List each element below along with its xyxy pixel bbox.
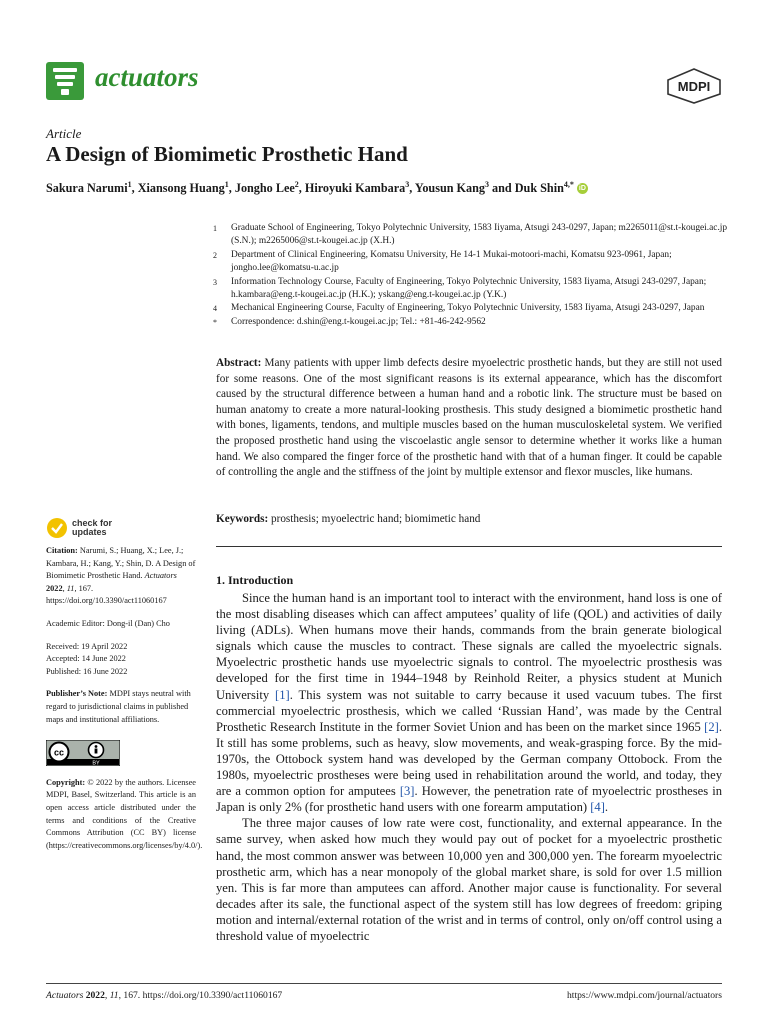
paragraph-text: . This system was not suitable to carry because it used vacuum tubes. The first commercial myoelectric prosthesis, which we called ‘Russian Hand’, was made by the Central Prosthetic Research Institute in the former Soviet Union and has been on the market since 1965: [216, 687, 722, 734]
citation-volume: 11: [66, 583, 75, 593]
affiliations: [213, 222, 733, 329]
author-separator: ,: [409, 181, 415, 196]
citation-text: Narumi, S.; Huang, X.; Lee, J.; Kambara, H.; Kang, Y.; Shin, D. A Design of Biomimetic Prosthetic Hand.: [46, 546, 196, 581]
citation-label: Citation:: [46, 546, 78, 555]
publisher-note: [46, 688, 196, 726]
author-separator: ,: [131, 181, 138, 196]
author-affiliation: 4,*: [563, 180, 574, 189]
publisher-name: MDPI: [677, 79, 711, 94]
affiliation-text: Mechanical Engineering Course, Faculty of Engineering, Tokyo Polytechnic University, 1583 Iiyama, Atsugi 243-0297, Japan: [231, 303, 705, 314]
received-date: Received: 19 April 2022: [46, 641, 128, 651]
article-title: A Design of Biomimetic Prosthetic Hand: [46, 142, 408, 166]
author-name[interactable]: Jongho Lee: [234, 181, 295, 196]
accepted-date: Accepted: 14 June 2022: [46, 654, 126, 664]
copyright-label: Copyright:: [46, 777, 86, 787]
footer-citation: [46, 990, 282, 1001]
author-affiliation: 3: [485, 180, 489, 189]
creative-commons-icon[interactable]: [46, 740, 120, 766]
citation-separator: ,: [62, 583, 67, 593]
footer-year: 2022: [83, 990, 105, 1001]
affiliation-text: Information Technology Course, Faculty of Engineering, Tokyo Polytechnic University, 1583 Iiyama, Atsugi 243-0297, Japan; h.kambara@eng.t-kougei.ac.jp (H.K.); yskang@eng.t-kougei.ac.jp (Y.K.): [231, 276, 707, 301]
abstract: [216, 356, 722, 481]
footer-doi[interactable]: , 167. https://doi.org/10.3390/act11060167: [118, 990, 283, 1001]
section-divider: [216, 546, 722, 547]
copyright: [46, 777, 203, 853]
citation: [46, 545, 196, 608]
author-affiliation: 2: [294, 180, 299, 189]
article-type: Article: [46, 126, 82, 141]
affiliation-item: [213, 222, 733, 249]
abstract-text: Many patients with upper limb defects desire myoelectric prosthetic hands, but they are still not used for some reasons. One of the most significant reasons is its external appearance, which has the discomfort caused by the structural difference between a human hand and a robotic link. The structure must be based on human anatomy to create a more natural-looking prosthesis. This study designed a biomimetic prosthetic hand with bones, ligaments, tendons, and multiple muscles based on the human musculoskeletal system. We verified the proposed prosthetic hand using the viscoelastic angle sensor to determine whether it works like a human hand. We also compared the finger force of the prosthetic hand with that of a human finger. It could be capable of controlling the angle and the stiffness of the joint by multiple extensor and flexor muscles, like humans.: [216, 357, 722, 479]
reference-link[interactable]: [3]: [399, 784, 415, 799]
correspondence: [213, 316, 733, 329]
affiliation-number: 3: [213, 277, 217, 287]
dates: [46, 641, 196, 679]
footer-volume: 11: [109, 990, 119, 1001]
check-for-updates-badge[interactable]: [46, 517, 196, 539]
author-separator: and: [489, 181, 515, 196]
affiliation-number: 2: [213, 250, 217, 260]
author-list: [46, 180, 588, 196]
check-updates-line2: updates: [72, 527, 107, 537]
affiliation-number: 1: [213, 224, 217, 233]
svg-text:cc: cc: [53, 747, 65, 758]
affiliation-number: *: [213, 317, 217, 327]
footer-journal: Actuators: [46, 990, 84, 1001]
paragraph-text: . However, the penetration rate of myoelectric prostheses in Japan is only 2% (for prosthetic hand users with one forearm amputation): [216, 784, 723, 815]
affiliation-item: [213, 249, 733, 276]
footer-url[interactable]: https://www.mdpi.com/journal/actuators: [567, 990, 722, 1001]
keywords-label: Keywords:: [216, 513, 269, 525]
section-heading: 1. Introduction: [216, 573, 294, 587]
affiliation-text: Graduate School of Engineering, Tokyo Polytechnic University, 1583 Iiyama, Atsugi 243-0297, Japan; m2265011@st.t-kougei.ac.jp (S.N.); m2265006@st.t-kougei.ac.jp (X.H.): [231, 223, 728, 247]
author-name[interactable]: Sakura Narumi: [46, 181, 128, 196]
author-name[interactable]: Hiroyuki Kambara: [304, 181, 406, 196]
affiliation-item: [213, 276, 733, 303]
journal-name: actuators: [95, 62, 199, 92]
cc-by-label: BY: [92, 760, 100, 767]
affiliation-text: Department of Clinical Engineering, Komatsu University, He 14-1 Mukai-motoori-machi, Komatsu 923-0961, Japan; jongho.lee@komatsu-u.ac.jp: [231, 249, 672, 274]
paragraph-text: . It still has some problems, such as heavy, slow movements, and weak-grasping force. By the mid-1970s, the Ottobock system hand was developed by the German company Ottobock. From the 1980s, myoelectric prostheses were being used in rehabilitation around the world, and today, they are a common option for amputees: [216, 719, 722, 799]
reference-link[interactable]: [1]: [275, 687, 290, 702]
copyright-text: © 2022 by the authors. Licensee MDPI, Basel, Switzerland. This article is an open access article distributed under the terms and conditions of the Creative Commons Attribution (CC BY) license (https://creativecommons.org/licenses/by/4.0/).: [46, 777, 203, 850]
reference-link[interactable]: [2]: [704, 719, 719, 734]
author-affiliation: 1: [224, 180, 229, 189]
sidebar: [46, 517, 203, 852]
affiliation-item: [213, 302, 733, 315]
paragraph: [216, 590, 722, 815]
affiliation-number: 4: [213, 304, 217, 314]
published-date: Published: 16 June 2022: [46, 666, 128, 676]
introduction-body: [216, 590, 722, 944]
orcid-icon[interactable]: iD: [578, 185, 586, 193]
author-affiliation: 3: [405, 180, 410, 189]
paragraph: The three major causes of low rate were cost, functionality, and external appearance. In the same survey, when asked how much they would pay out of pocket for a myoelectric prosthetic hand, the most common answer was between 10,000 yen and 300,000 yen. The forearm myoelectric prosthetic arm, which has a near monopoly of the global market share, is sold for over 1.5 million yen. This is far more than amputees can afford. Another major cause is functionality. For several decades after its sale, the functional aspect of the system still has low degrees of freedom: griping motion and internal/external rotation of the wrist and in terms of control, only on/off control using a threshold value of myoelectric: [216, 816, 722, 943]
check-for-updates-icon: [46, 517, 68, 539]
correspondence-text[interactable]: Correspondence: d.shin@eng.t-kougei.ac.jp; Tel.: +81-46-242-9562: [231, 316, 486, 327]
citation-doi[interactable]: , 167. https://doi.org/10.3390/act11060167: [46, 583, 167, 606]
keywords: [216, 513, 722, 525]
keywords-text: prosthesis; myoelectric hand; biomimetic hand: [268, 513, 481, 525]
check-updates-line1: check for: [72, 518, 113, 528]
author-name[interactable]: Duk Shin: [514, 181, 564, 196]
publisher-note-label: Publisher’s Note:: [46, 689, 108, 699]
publisher-note-text: MDPI stays neutral with regard to jurisdictional claims in published maps and institutional affiliations.: [46, 689, 191, 724]
author-affiliation: 1: [127, 180, 132, 189]
footer-divider: [46, 983, 722, 984]
citation-year: 2022: [46, 583, 63, 593]
author-separator: ,: [228, 181, 235, 196]
paragraph-text: .: [604, 800, 609, 815]
citation-journal: Actuators: [144, 571, 177, 581]
author-name[interactable]: Yousun Kang: [414, 181, 485, 196]
footer-separator: ,: [104, 990, 110, 1001]
author-separator: ,: [298, 181, 305, 196]
author-name[interactable]: Xiansong Huang: [137, 181, 225, 196]
academic-editor: Academic Editor: Dong-il (Dan) Cho: [46, 618, 170, 628]
journal-logo-icon: [46, 62, 84, 100]
abstract-label: Abstract:: [216, 357, 262, 369]
reference-link[interactable]: [4]: [590, 800, 605, 815]
paragraph-text: Since the human hand is an important tool to interact with the environment, hand loss is one of the most disabling diseases which can affect amputees’ quality of life (QOL) and activities of daily living (ADLs). When humans move their hands, commands from the brain generate biological signals which cause the muscles to contract. These signals are called the myoelectric signals. Myoelectric prosthetic hands use myoelectric signals to control. The myoelectric prosthesis was developed for the first time in 1944–1948 by Reinhold Reiter, a physics student at Munich University: [216, 591, 722, 702]
